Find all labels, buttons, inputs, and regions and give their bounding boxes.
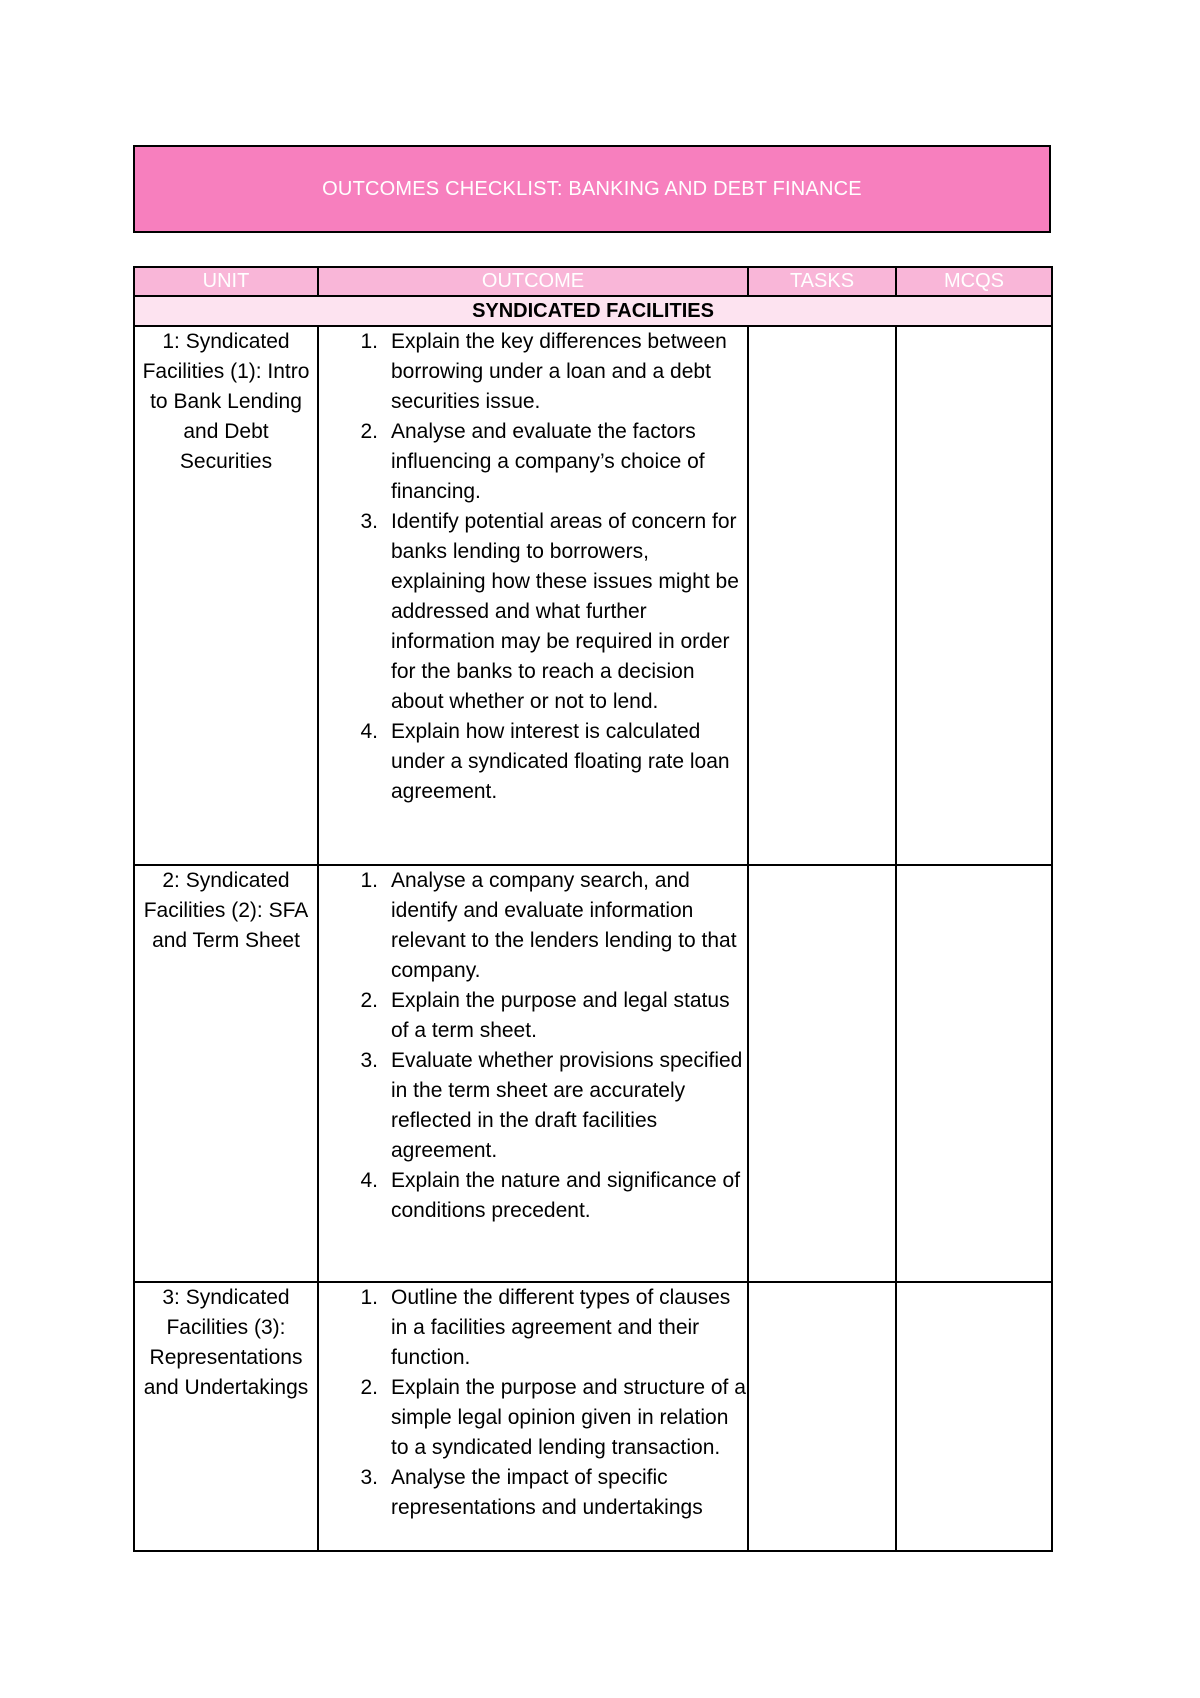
section-row	[134, 296, 1052, 326]
table-row	[134, 326, 1052, 865]
outcome-text: Outline the different types of clauses in a facilities agreement and their function.	[391, 1286, 731, 1369]
list-number: 1.	[360, 869, 378, 892]
outcome-list	[319, 327, 747, 807]
outcome-cell	[318, 326, 748, 865]
outcome-text: Evaluate whether provisions specified in the term sheet are accurately reflected in the draft facilities agreement.	[391, 1049, 743, 1162]
list-number: 1.	[360, 330, 378, 353]
outcome-text: Identify potential areas of concern for banks lending to borrowers, explaining how these issues might be addressed and what further information may be required in order for the banks to reach a decision about whether or not to lend.	[391, 510, 739, 713]
list-number: 2.	[360, 989, 378, 1012]
header-row	[134, 267, 1052, 296]
outcome-text: Analyse the impact of specific representations and undertakings	[391, 1466, 703, 1519]
unit-cell: 1: Syndicated Facilities (1): Intro to Bank Lending and Debt Securities	[134, 326, 318, 865]
mcqs-cell[interactable]	[896, 865, 1052, 1282]
outcome-list	[319, 1283, 747, 1523]
list-item	[319, 986, 747, 1046]
list-item	[319, 866, 747, 986]
outcome-text: Analyse a company search, and identify and evaluate information relevant to the lenders lending to that company.	[391, 869, 737, 982]
outcome-list	[319, 866, 747, 1226]
column-header-tasks: TASKS	[748, 267, 896, 296]
tasks-cell[interactable]	[748, 1282, 896, 1551]
list-number: 2.	[360, 1376, 378, 1399]
outcome-text: Explain how interest is calculated under a syndicated floating rate loan agreement.	[391, 720, 730, 803]
list-item	[319, 717, 747, 807]
list-item	[319, 1463, 747, 1523]
list-number: 3.	[360, 510, 378, 533]
list-item	[319, 1046, 747, 1166]
list-item	[319, 507, 747, 717]
tasks-cell[interactable]	[748, 865, 896, 1282]
tasks-cell[interactable]	[748, 326, 896, 865]
list-item	[319, 1166, 747, 1226]
outcome-cell	[318, 865, 748, 1282]
list-number: 3.	[360, 1049, 378, 1072]
list-number: 1.	[360, 1286, 378, 1309]
mcqs-cell[interactable]	[896, 326, 1052, 865]
list-number: 4.	[360, 1169, 378, 1192]
list-item	[319, 327, 747, 417]
outcome-text: Explain the key differences between borrowing under a loan and a debt securities issue.	[391, 330, 727, 413]
outcome-text: Explain the purpose and legal status of a term sheet.	[391, 989, 730, 1042]
list-item	[319, 417, 747, 507]
outcome-text: Explain the purpose and structure of a simple legal opinion given in relation to a syndicated lending transaction.	[391, 1376, 746, 1459]
unit-cell: 3: Syndicated Facilities (3): Representations and Undertakings	[134, 1282, 318, 1551]
checklist-title: OUTCOMES CHECKLIST: BANKING AND DEBT FINANCE	[133, 145, 1051, 233]
list-item	[319, 1283, 747, 1373]
list-number: 2.	[360, 420, 378, 443]
outcomes-table	[133, 266, 1053, 1552]
section-heading: SYNDICATED FACILITIES	[134, 296, 1052, 326]
mcqs-cell[interactable]	[896, 1282, 1052, 1551]
outcome-cell	[318, 1282, 748, 1551]
table-row	[134, 865, 1052, 1282]
column-header-unit: UNIT	[134, 267, 318, 296]
table-row	[134, 1282, 1052, 1551]
list-number: 3.	[360, 1466, 378, 1489]
list-item	[319, 1373, 747, 1463]
list-number: 4.	[360, 720, 378, 743]
outcome-text: Analyse and evaluate the factors influencing a company’s choice of financing.	[391, 420, 705, 503]
outcome-text: Explain the nature and significance of conditions precedent.	[391, 1169, 741, 1222]
column-header-outcome: OUTCOME	[318, 267, 748, 296]
unit-cell: 2: Syndicated Facilities (2): SFA and Term Sheet	[134, 865, 318, 1282]
column-header-mcqs: MCQS	[896, 267, 1052, 296]
